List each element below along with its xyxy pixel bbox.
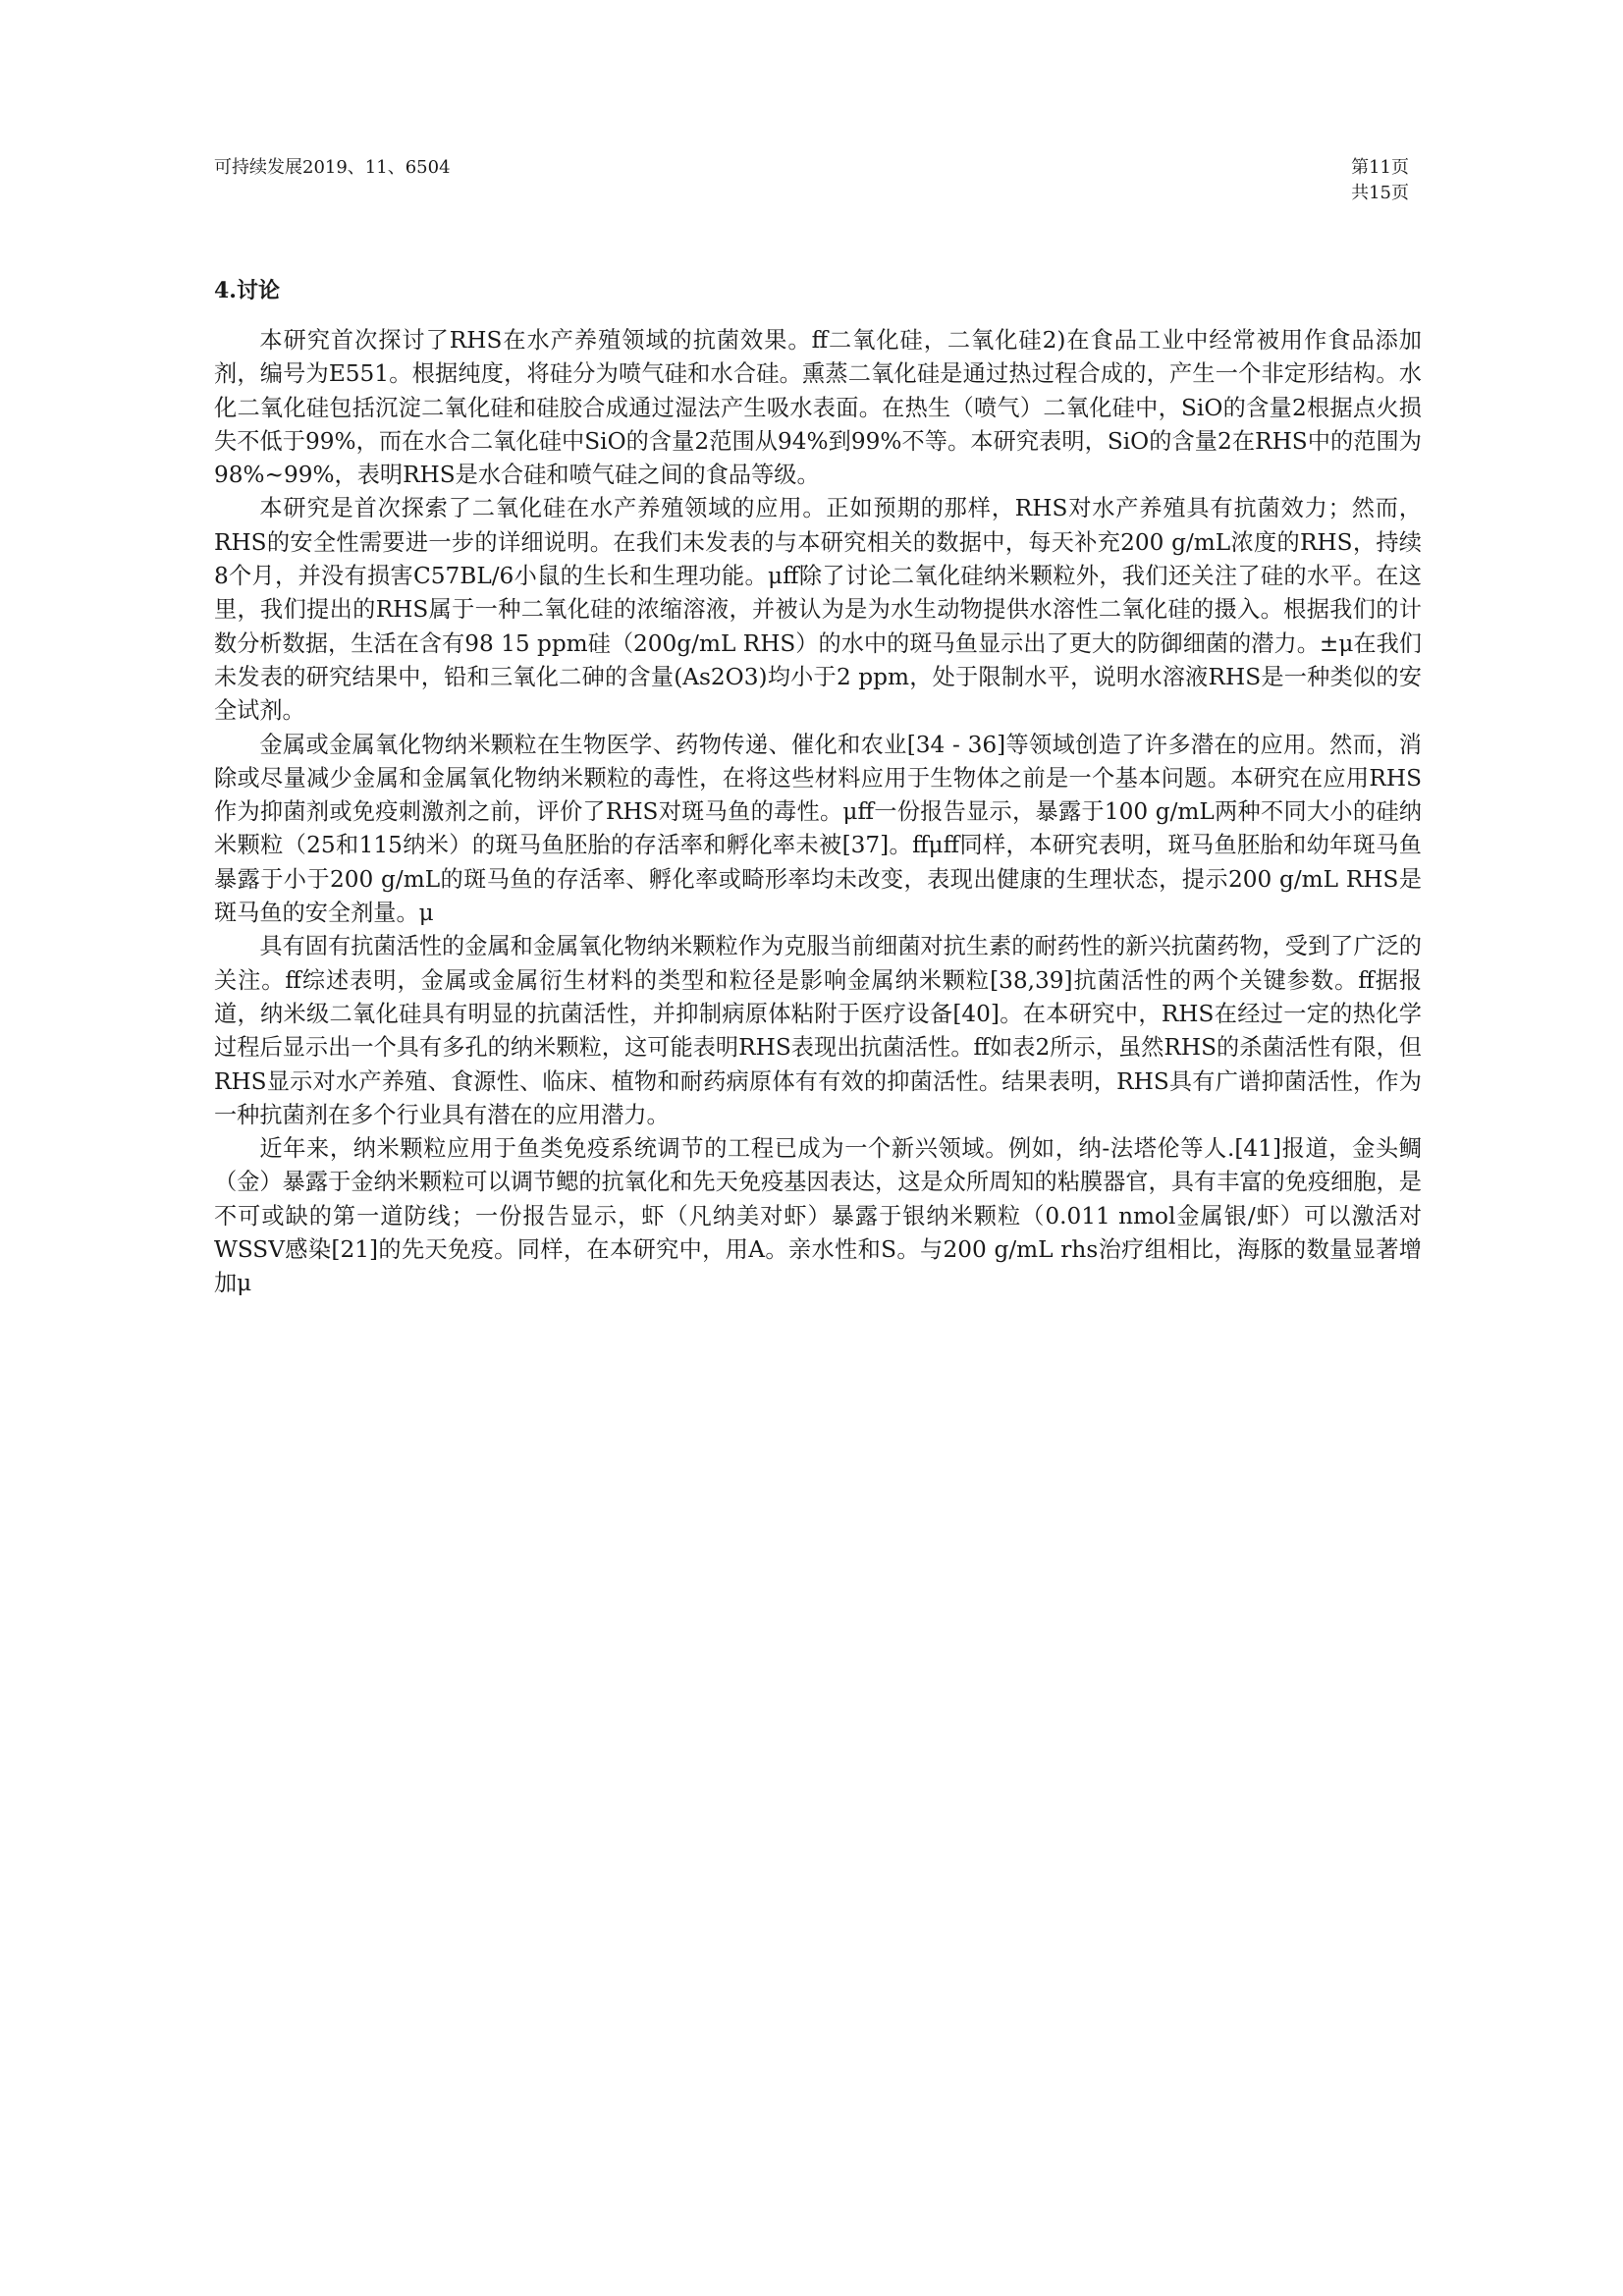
section-heading: 4.讨论 <box>214 278 280 303</box>
paragraph: 本研究首次探讨了RHS在水产养殖领域的抗菌效果。ff二氧化硅，二氧化硅2)在食品工业中经常被用作食品添加剂，编号为E551。根据纯度，将硅分为喷气硅和水合硅。熏蒸二氧化硅是通过热过程合成的，产生一个非定形结构。水化二氧化硅包括沉淀二氧化硅和硅胶合成通过湿法产生吸水表面。在热生（喷气）二氧化硅中，SiO的含量2根据点火损失不低于99%，而在水合二氧化硅中SiO的含量2范围从94%到99%不等。本研究表明，SiO的含量2在RHS中的范围为98%~99%，表明RHS是水合硅和喷气硅之间的食品等级。 <box>214 327 1422 489</box>
page-number-block <box>1351 155 1409 206</box>
paragraph: 金属或金属氧化物纳米颗粒在生物医学、药物传递、催化和农业[34 - 36]等领域创造了许多潜在的应用。然而，消除或尽量减少金属和金属氧化物纳米颗粒的毒性，在将这些材料应用于生物体之前是一个基本问题。本研究在应用RHS作为抑菌剂或免疫刺激剂之前，评价了RHS对斑马鱼的毒性。μff一份报告显示，暴露于100 g/mL两种不同大小的硅纳米颗粒（25和115纳米）的斑马鱼胚胎的存活率和孵化率未被[37]。ffμff同样，本研究表明，斑马鱼胚胎和幼年斑马鱼暴露于小于200 g/mL的斑马鱼的存活率、孵化率或畸形率均未改变，表现出健康的生理状态，提示200 g/mL RHS是斑马鱼的安全剂量。μ <box>214 731 1422 927</box>
paragraph: 近年来，纳米颗粒应用于鱼类免疫系统调节的工程已成为一个新兴领域。例如，纳-法塔伦等人.[41]报道，金头鲷（金）暴露于金纳米颗粒可以调节鳃的抗氧化和先天免疫基因表达，这是众所周知的粘膜器官，具有丰富的免疫细胞，是不可或缺的第一道防线；一份报告显示，虾（凡纳美对虾）暴露于银纳米颗粒（0.011 nmol金属银/虾）可以激活对WSSV感染[21]的先天免疫。同样，在本研究中，用A。亲水性和S。与200 g/mL rhs治疗组相比，海豚的数量显著增加μ <box>214 1135 1422 1297</box>
body-text <box>214 324 1422 1301</box>
journal-citation: 可持续发展2019、11、6504 <box>214 157 451 178</box>
page-total: 共15页 <box>1351 183 1409 203</box>
paragraph: 本研究是首次探索了二氧化硅在水产养殖领域的应用。正如预期的那样，RHS对水产养殖具有抗菌效力；然而，RHS的安全性需要进一步的详细说明。在我们未发表的与本研究相关的数据中，每天补充200 g/mL浓度的RHS，持续8个月，并没有损害C57BL/6小鼠的生长和生理功能。μff除了讨论二氧化硅纳米颗粒外，我们还关注了硅的水平。在这里，我们提出的RHS属于一种二氧化硅的浓缩溶液，并被认为是为水生动物提供水溶性二氧化硅的摄入。根据我们的计数分析数据，生活在含有98 15 ppm硅（200g/mL RHS）的水中的斑马鱼显示出了更大的防御细菌的潜力。±μ在我们未发表的研究结果中，铅和三氧化二砷的含量(As2O3)均小于2 ppm，处于限制水平，说明水溶液RHS是一种类似的安全试剂。 <box>214 495 1422 725</box>
paragraph: 具有固有抗菌活性的金属和金属氧化物纳米颗粒作为克服当前细菌对抗生素的耐药性的新兴抗菌药物，受到了广泛的关注。ff综述表明，金属或金属衍生材料的类型和粒径是影响金属纳米颗粒[38,39]抗菌活性的两个关键参数。ff据报道，纳米级二氧化硅具有明显的抗菌活性，并抑制病原体粘附于医疗设备[40]。在本研究中，RHS在经过一定的热化学过程后显示出一个具有多孔的纳米颗粒，这可能表明RHS表现出抗菌活性。ff如表2所示，虽然RHS的杀菌活性有限，但RHS显示对水产养殖、食源性、临床、植物和耐药病原体有有效的抑菌活性。结果表明，RHS具有广谱抑菌活性，作为一种抗菌剂在多个行业具有潜在的应用潜力。 <box>214 933 1422 1128</box>
page-number: 第11页 <box>1351 157 1409 178</box>
